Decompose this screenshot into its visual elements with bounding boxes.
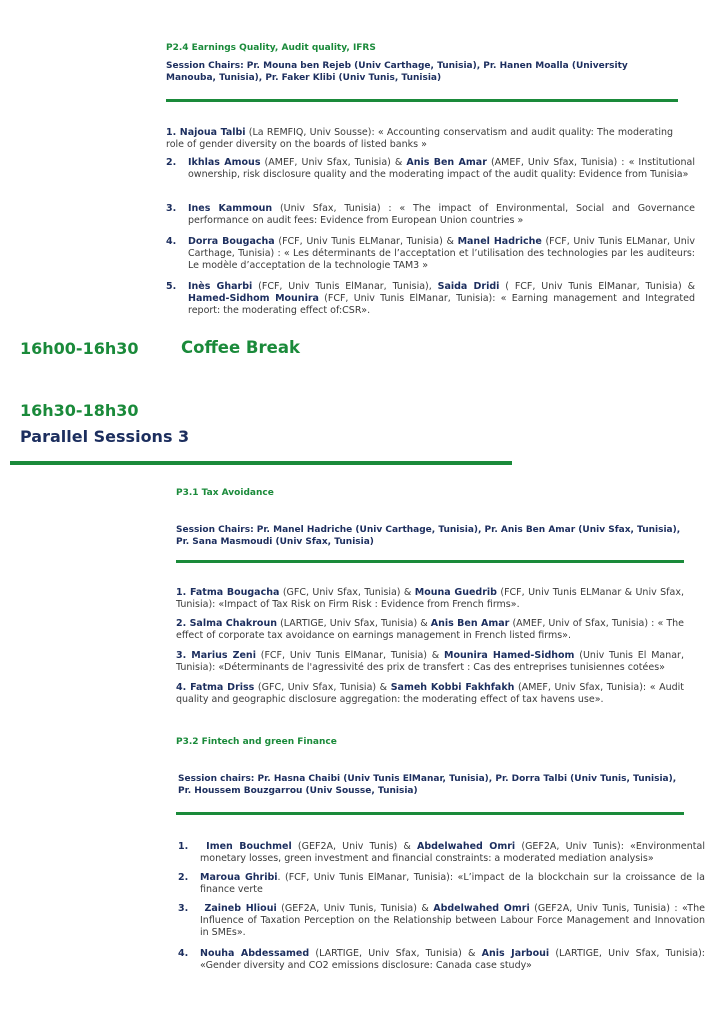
entry-text: (LARTIGE, Univ Sfax, Tunisia): «Gender diversity and CO2 emissions disclosure: Canada case study» bbox=[200, 948, 705, 971]
author-name: Mounira Hamed-Sidhom bbox=[443, 650, 575, 661]
entry-text: (GEF2A, Univ Tunis, Tunisia) : «The Influence of Taxation Perception on the Relationship between Labour Force Management and Innovation in SMEs». bbox=[200, 903, 705, 938]
divider bbox=[10, 461, 512, 465]
entry-number: 1. bbox=[166, 127, 180, 138]
paper-entry bbox=[166, 127, 673, 151]
entry-number: 3. bbox=[176, 650, 192, 661]
author-name: Nouha Abdessamed bbox=[200, 948, 310, 959]
paper-entry bbox=[178, 903, 705, 939]
entry-text: (AMEF, Univ Sfax, Tunisia) : « Institutional ownership, risk disclosure quality and the moderating impact of the audit quality: Evidence from Tunisia» bbox=[188, 157, 695, 180]
author-name: Fatma Bougacha bbox=[189, 587, 280, 598]
author-name: Maroua Ghribi bbox=[200, 872, 278, 883]
entry-text: ( FCF, Univ Tunis ElManar, Tunisia) & bbox=[499, 281, 695, 292]
author-name: Imen Bouchmel bbox=[206, 841, 292, 852]
paper-entry bbox=[176, 587, 684, 611]
paper-entry bbox=[178, 841, 705, 865]
entry-text: (GEF2A, Univ Tunis) & bbox=[291, 841, 417, 852]
entry-text: (GEF2A, Univ Tunis, Tunisia) & bbox=[276, 903, 434, 914]
parallel-sessions-heading: Parallel Sessions 3 bbox=[20, 427, 190, 446]
entry-number: 1. bbox=[176, 587, 190, 598]
session-chairs-p3-2: Session chairs: Pr. Hasna Chaibi (Univ Tunis ElManar, Tunisia), Pr. Dorra Talbi (Univ Tunis, Tunisia), Pr. Houssem Bouzgarrou (Univ Sousse, Tunisia) bbox=[178, 774, 677, 796]
divider bbox=[166, 99, 678, 102]
author-name: Anis Jarboui bbox=[481, 948, 550, 959]
paper-entry bbox=[166, 281, 695, 317]
paper-entry bbox=[178, 948, 705, 972]
entry-text: (Univ Sfax, Tunisia) : « The impact of Environmental, Social and Governance performance on audit fees: Evidence from European Union countries » bbox=[188, 203, 696, 226]
author-name: Abdelwahed Omri bbox=[433, 903, 530, 914]
session-chairs-p3-1: Session Chairs: Pr. Manel Hadriche (Univ Carthage, Tunisia), Pr. Anis Ben Amar (Univ Sfax, Tunisia), Pr. Sana Masmoudi (Univ Sfax, Tunisia) bbox=[176, 525, 681, 547]
divider bbox=[176, 560, 684, 563]
author-name: Ines Kammoun bbox=[188, 203, 273, 214]
coffee-time: 16h00-16h30 bbox=[20, 339, 139, 358]
author-name: Najoua Talbi bbox=[179, 127, 246, 138]
parallel-time: 16h30-18h30 bbox=[20, 401, 139, 420]
author-name: Saida Dridi bbox=[437, 281, 500, 292]
paper-entry bbox=[176, 682, 684, 706]
entry-text: (FCF, Univ Tunis ElManar, Tunisia) & bbox=[255, 650, 444, 661]
entry-text: (FCF, Univ Tunis ElManar, Tunisia): « Earning management and Integrated report: the moderating effect of:CSR». bbox=[188, 293, 695, 316]
session-chairs-p2-4: Session Chairs: Pr. Mouna ben Rejeb (Univ Carthage, Tunisia), Pr. Hanen Moalla (University Manouba, Tunisia), Pr. Faker Klibi (Univ Tunis, Tunisia) bbox=[166, 61, 628, 83]
entry-text: (FCF, Univ Tunis ELManar, Univ Carthage, Tunisia) : « Les déterminants de l’acceptation et l’utilisation des technologies par les auditeurs: Le modèle d’acceptation de la technologie TAM3 » bbox=[188, 236, 695, 271]
entry-text: (AMEF, Univ Sfax, Tunisia) & bbox=[260, 157, 407, 168]
entry-number: 1. bbox=[178, 841, 189, 852]
paper-entry bbox=[166, 157, 695, 181]
author-name: Zaineb Hlioui bbox=[204, 903, 277, 914]
author-name: Marius Zeni bbox=[191, 650, 256, 661]
entry-text: (Univ Tunis El Manar, Tunisia): «Déterminants de l'agressivité des prix de transfert : Cas des entreprises tunisiennes cotées» bbox=[176, 650, 684, 673]
entry-number: 2. bbox=[178, 872, 189, 883]
divider bbox=[176, 812, 684, 815]
author-name: Abdelwahed Omri bbox=[416, 841, 516, 852]
entry-number: 2. bbox=[176, 618, 190, 629]
author-name: Sameh Kobbi Fakhfakh bbox=[390, 682, 515, 693]
author-name: Anis Ben Amar bbox=[430, 618, 510, 629]
paper-entry bbox=[178, 872, 705, 896]
author-name: Fatma Driss bbox=[190, 682, 255, 693]
entry-number: 3. bbox=[178, 903, 189, 914]
author-name: Salma Chakroun bbox=[189, 618, 277, 629]
entry-text: . (FCF, Univ Tunis ElManar, Tunisia): «L’impact de la blockchain sur la croissance de la finance verte bbox=[200, 872, 705, 895]
author-name: Anis Ben Amar bbox=[406, 157, 487, 168]
entry-number: 4. bbox=[176, 682, 191, 693]
entry-text: (AMEF, Univ Sfax, Tunisia): « Audit quality and geographic disclosure aggregation: the moderating effect of tax havens use». bbox=[176, 682, 685, 705]
paper-entry bbox=[166, 203, 695, 227]
entry-number: 3. bbox=[166, 203, 177, 214]
paper-entry bbox=[176, 650, 684, 674]
author-name: Mouna Guedrib bbox=[414, 587, 497, 598]
paper-entry bbox=[166, 236, 695, 272]
entry-number: 4. bbox=[166, 236, 177, 247]
entry-text: (La REMFIQ, Univ Sousse): « Accounting conservatism and audit quality: The moderating role of gender diversity on the boards of listed banks » bbox=[166, 127, 674, 150]
paper-entry bbox=[176, 618, 684, 642]
entry-number: 5. bbox=[166, 281, 177, 292]
entry-number: 4. bbox=[178, 948, 189, 959]
session-title-p2-4: P2.4 Earnings Quality, Audit quality, IFRS bbox=[166, 43, 376, 53]
entry-text: (LARTIGE, Univ Sfax, Tunisia) & bbox=[277, 618, 431, 629]
author-name: Ikhlas Amous bbox=[188, 157, 261, 168]
session-title-p3-2: P3.2 Fintech and green Finance bbox=[176, 737, 337, 747]
author-name: Dorra Bougacha bbox=[188, 236, 275, 247]
coffee-break-label: Coffee Break bbox=[181, 338, 300, 357]
entry-text: (FCF, Univ Tunis ELManar & Univ Sfax, Tunisia): «Impact of Tax Risk on Firm Risk : Evidence from French firms». bbox=[176, 587, 684, 610]
entry-text: (AMEF, Univ of Sfax, Tunisia) : « The effect of corporate tax avoidance on earnings management in French listed firms». bbox=[176, 618, 685, 641]
entry-text: (GEF2A, Univ Tunis): «Environmental monetary losses, green investment and financial constraints: a moderated mediation analysis» bbox=[200, 841, 705, 864]
session-title-p3-1: P3.1 Tax Avoidance bbox=[176, 488, 274, 498]
author-name: Inès Gharbi bbox=[188, 281, 253, 292]
entry-text: (FCF, Univ Tunis ELManar, Tunisia) & bbox=[274, 236, 458, 247]
entry-text: (LARTIGE, Univ Sfax, Tunisia) & bbox=[309, 948, 482, 959]
author-name: Hamed-Sidhom Mounira bbox=[188, 293, 319, 304]
entry-number: 2. bbox=[166, 157, 177, 168]
entry-text: (GFC, Univ Sfax, Tunisia) & bbox=[254, 682, 391, 693]
entry-text: (GFC, Univ Sfax, Tunisia) & bbox=[279, 587, 415, 598]
author-name: Manel Hadriche bbox=[457, 236, 542, 247]
entry-text: (FCF, Univ Tunis ElManar, Tunisia), bbox=[252, 281, 438, 292]
